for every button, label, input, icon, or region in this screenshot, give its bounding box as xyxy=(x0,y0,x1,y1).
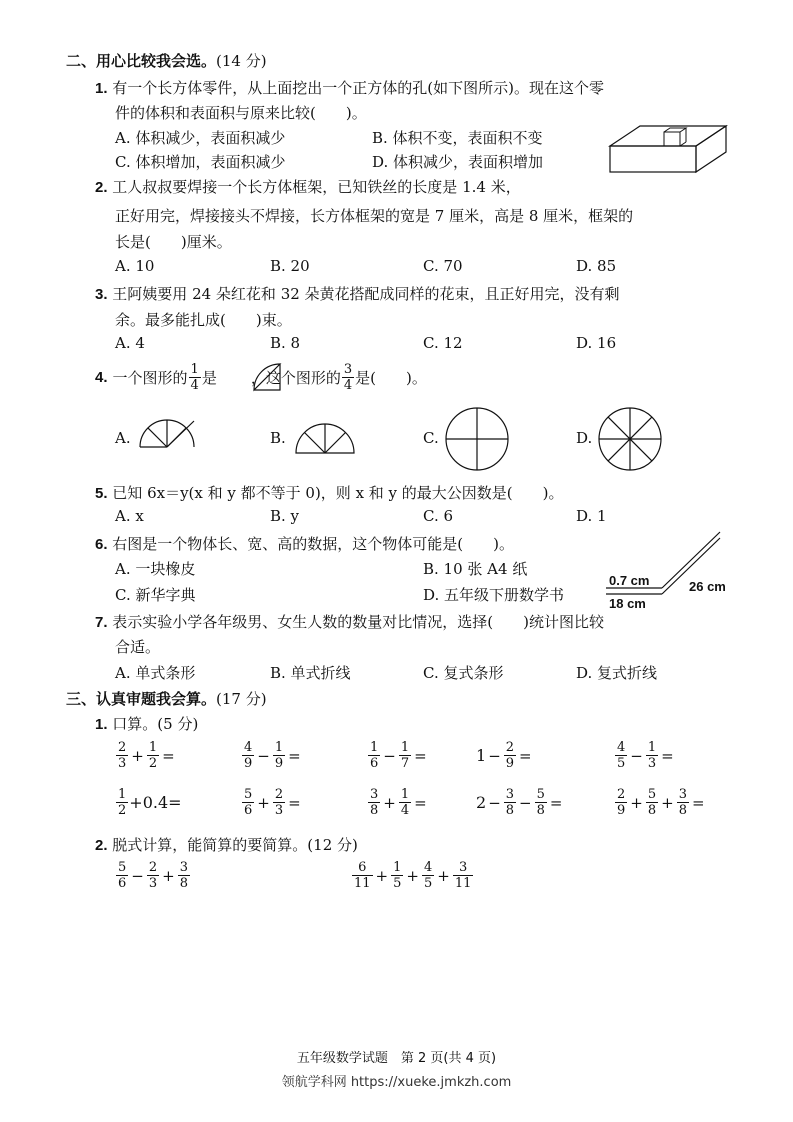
q2-text-3: 长是( )厘米。 xyxy=(115,233,232,251)
q5-option-d: D. 1 xyxy=(576,507,607,525)
q5-option-a: A. x xyxy=(115,507,144,525)
q4-fraction-2: $\frac{3}{4}$ xyxy=(343,362,353,393)
q2-text-2: 正好用完，焊接接头不焊接，长方体框架的宽是 7 厘米，高是 8 厘米，框架的 xyxy=(115,207,634,225)
oral-calc-2-3: $\frac{3}{8}$ + $\frac{1}{4}$ = xyxy=(370,787,427,818)
q7-option-c: C. 复式条形 xyxy=(423,664,504,682)
watermark-text: 领航学科网 https://xueke.jmkzh.com xyxy=(281,1075,512,1090)
q4-number: 4. xyxy=(95,369,108,386)
section-2-heading xyxy=(66,50,267,71)
q5-text-1: 已知 6x＝y(x 和 y 都不等于 0)，则 x 和 y 的最大公因数是( )。 xyxy=(112,484,564,502)
q7-text-2: 合适。 xyxy=(115,638,161,656)
page-footer: 五年级数学试题 第 2 页(共 4 页) xyxy=(296,1051,497,1066)
width-label: 18 cm xyxy=(609,596,646,611)
oral-calc-1-3: $\frac{1}{6}$ − $\frac{1}{7}$ = xyxy=(370,740,427,771)
q3-number: 3. xyxy=(95,286,108,303)
q2-option-a: A. 10 xyxy=(115,257,155,275)
q4-fraction-1: $\frac{1}{4}$ xyxy=(190,362,199,393)
section-3-heading xyxy=(66,688,267,709)
q6-line1 xyxy=(95,533,514,554)
q3-option-b: B. 8 xyxy=(270,334,301,352)
q1-line1 xyxy=(95,77,604,98)
q1-text-1: 有一个长方体零件，从上面挖出一个正方体的孔(如下图所示)。现在这个零 xyxy=(112,79,605,97)
q1-option-b: B. 体积不变，表面积不变 xyxy=(372,129,543,147)
oral-calc-2-5: $\frac{2}{9}$ + $\frac{5}{8}$ + $\frac{3}{8}$ = xyxy=(617,787,705,818)
q7-option-d: D. 复式折线 xyxy=(576,664,658,682)
q5-number: 5. xyxy=(95,485,108,502)
q4-option-d: D. xyxy=(576,429,593,447)
q2-option-c: C. 70 xyxy=(423,257,463,275)
q4-text-post: 是( )。 xyxy=(355,369,427,387)
q2-number: 2. xyxy=(95,179,108,196)
q7-line1 xyxy=(95,611,604,632)
q3-option-c: C. 12 xyxy=(423,334,463,352)
q6-option-a: A. 一块橡皮 xyxy=(115,560,196,578)
section-2-title: 二、用心比较我会选。 xyxy=(66,52,217,70)
q6-option-d: D. 五年级下册数学书 xyxy=(423,586,565,604)
sub1-number: 1. xyxy=(95,716,108,733)
sub2-text: 脱式计算，能简算的要简算。(12 分) xyxy=(112,836,358,854)
sub1-heading xyxy=(95,713,198,734)
q1-text-2: 件的体积和表面积与原来比较( )。 xyxy=(115,104,367,122)
oral-calc-1-4: 1 − $\frac{2}{9}$ = xyxy=(476,740,532,771)
option-c-circle-figure xyxy=(444,406,510,472)
q6-option-c: C. 新华字典 xyxy=(115,586,196,604)
height-label: 0.7 cm xyxy=(609,573,650,588)
q1-option-a: A. 体积减少，表面积减少 xyxy=(115,129,286,147)
oral-calc-1-2: $\frac{4}{9}$ − $\frac{1}{9}$ = xyxy=(244,740,301,771)
q4-option-c: C. xyxy=(423,429,439,447)
length-label: 26 cm xyxy=(689,579,726,594)
q2-option-d: D. 85 xyxy=(576,257,617,275)
q3-text-1: 王阿姨要用 24 朵红花和 32 朵黄花搭配成同样的花束，且正好用完，没有剩 xyxy=(112,285,620,303)
q7-number: 7. xyxy=(95,614,108,631)
q4-option-b: B. xyxy=(270,429,286,447)
sub1-text: 口算。(5 分) xyxy=(112,715,199,733)
q3-option-d: D. 16 xyxy=(576,334,617,352)
oral-calc-1-1: $\frac{2}{3}$ + $\frac{1}{2}$ = xyxy=(118,740,175,771)
q2-option-b: B. 20 xyxy=(270,257,310,275)
q4-text-mid2: ，这个图形的 xyxy=(250,369,341,387)
q4-text-pre: 一个图形的 xyxy=(112,369,188,387)
section-3-points: (17 分) xyxy=(216,690,267,708)
q5-option-c: C. 6 xyxy=(423,507,454,525)
q6-number: 6. xyxy=(95,536,108,553)
section-3-title: 三、认真审题我会算。 xyxy=(66,690,217,708)
q3-line1 xyxy=(95,283,620,304)
q2-text-1: 工人叔叔要焊接一个长方体框架，已知铁丝的长度是 1.4 米， xyxy=(112,178,521,196)
q5-option-b: B. y xyxy=(270,507,300,525)
oral-calc-2-2: $\frac{5}{6}$ + $\frac{2}{3}$ = xyxy=(244,787,301,818)
q6-option-b: B. 10 张 A4 纸 xyxy=(423,560,528,578)
quarter-circle-figure xyxy=(252,362,282,392)
sub2-number: 2. xyxy=(95,837,108,854)
q7-text-1: 表示实验小学各年级男、女生人数的数量对比情况，选择( )统计图比较 xyxy=(112,613,605,631)
q1-option-c: C. 体积增加，表面积减少 xyxy=(115,153,286,171)
oral-calc-2-4: 2 − $\frac{3}{8}$ − $\frac{5}{8}$ = xyxy=(476,787,563,818)
section-2-points: (14 分) xyxy=(216,52,267,70)
sub2-heading xyxy=(95,834,358,855)
q6-text-1: 右图是一个物体长、宽、高的数据，这个物体可能是( )。 xyxy=(112,535,515,553)
step-calc-1: $\frac{5}{6}$ − $\frac{2}{3}$ + $\frac{3}{8}$ xyxy=(118,860,188,891)
q3-option-a: A. 4 xyxy=(115,334,145,352)
oral-calc-1-5: $\frac{4}{5}$ − $\frac{1}{3}$ = xyxy=(617,740,674,771)
q3-text-2: 余。最多能扎成( )束。 xyxy=(115,311,292,329)
q7-option-b: B. 单式折线 xyxy=(270,664,351,682)
q2-line1 xyxy=(95,176,521,197)
q1-option-d: D. 体积减少，表面积增加 xyxy=(372,153,544,171)
q4-text-mid1: 是 xyxy=(201,369,217,387)
q7-option-a: A. 单式条形 xyxy=(115,664,196,682)
option-d-circle-eighths-figure xyxy=(597,406,663,472)
cuboid-with-hole-figure xyxy=(608,124,728,174)
q4-option-a: A. xyxy=(115,429,131,447)
step-calc-2: $\frac{6}{11}$ + $\frac{1}{5}$ + $\frac{4}{5}$ + $\frac{3}{11}$ xyxy=(354,860,472,891)
option-b-semicircle-figure xyxy=(294,420,356,456)
q1-number: 1. xyxy=(95,80,108,97)
oral-calc-2-1: $\frac{1}{2}$ +0.4= xyxy=(118,787,182,818)
option-a-three-quarter-half-figure xyxy=(138,417,196,449)
q5-line1 xyxy=(95,482,564,503)
